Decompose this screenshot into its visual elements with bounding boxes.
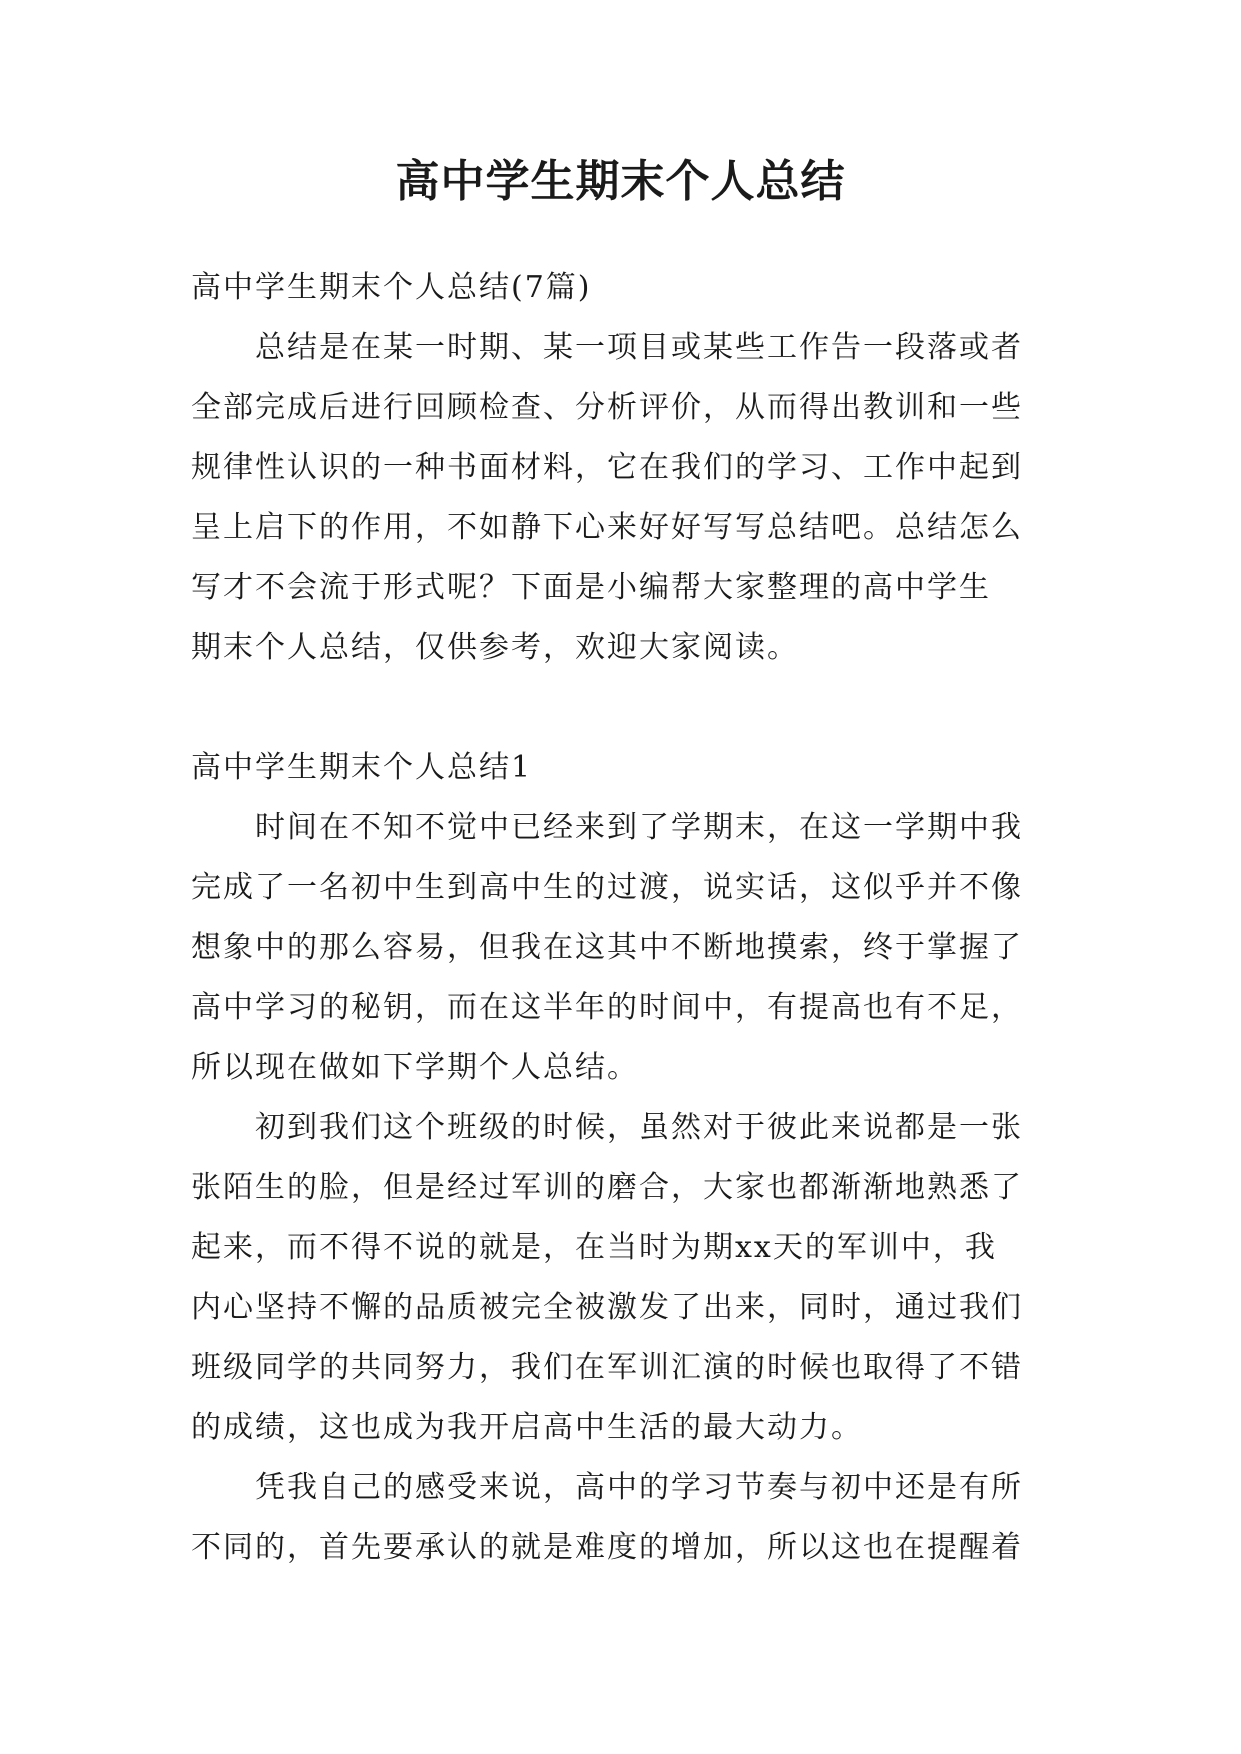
paragraph-line: 高中学习的秘钥，而在这半年的时间中，有提高也有不足，: [191, 990, 1023, 1025]
paragraph-line: 不同的，首先要承认的就是难度的增加，所以这也在提醒着: [191, 1530, 1023, 1565]
paragraph-line: 期末个人总结，仅供参考，欢迎大家阅读。: [191, 630, 799, 665]
paragraph-line: 内心坚持不懈的品质被完全被激发了出来，同时，通过我们: [191, 1290, 1023, 1325]
paragraph-line: 规律性认识的一种书面材料，它在我们的学习、工作中起到: [191, 450, 1023, 485]
document-subtitle: 高中学生期末个人总结(7篇): [191, 270, 592, 305]
paragraph-line: 总结是在某一时期、某一项目或某些工作告一段落或者: [255, 330, 1023, 365]
paragraph-line: 初到我们这个班级的时候，虽然对于彼此来说都是一张: [255, 1110, 1023, 1145]
paragraph-line: 时间在不知不觉中已经来到了学期末，在这一学期中我: [255, 810, 1023, 845]
paragraph-line: 完成了一名初中生到高中生的过渡，说实话，这似乎并不像: [191, 870, 1023, 905]
paragraph-line: 写才不会流于形式呢？下面是小编帮大家整理的高中学生: [191, 570, 991, 605]
section-heading: 高中学生期末个人总结1: [191, 750, 533, 785]
paragraph-line: 班级同学的共同努力，我们在军训汇演的时候也取得了不错: [191, 1350, 1023, 1385]
paragraph-line: 所以现在做如下学期个人总结。: [191, 1050, 639, 1085]
paragraph-line: 想象中的那么容易，但我在这其中不断地摸索，终于掌握了: [191, 930, 1023, 965]
intro-paragraph: [191, 318, 1061, 678]
paragraph-line: 的成绩，这也成为我开启高中生活的最大动力。: [191, 1410, 863, 1445]
paragraph-line: 全部完成后进行回顾检查、分析评价，从而得出教训和一些: [191, 390, 1023, 425]
blank-line: [191, 678, 1061, 738]
paragraph-line: 凭我自己的感受来说，高中的学习节奏与初中还是有所: [255, 1470, 1023, 1505]
paragraph-3: [191, 1458, 1061, 1578]
document-title: 高中学生期末个人总结: [395, 156, 846, 207]
paragraph-line: 呈上启下的作用，不如静下心来好好写写总结吧。总结怎么: [191, 510, 1023, 545]
paragraph-1: [191, 798, 1061, 1098]
paragraph-line: 张陌生的脸，但是经过军训的磨合，大家也都渐渐地熟悉了: [191, 1170, 1023, 1205]
document-body: [191, 258, 1061, 1578]
paragraph-line: 起来，而不得不说的就是，在当时为期xx天的军训中，我: [191, 1230, 997, 1265]
paragraph-2: [191, 1098, 1061, 1458]
